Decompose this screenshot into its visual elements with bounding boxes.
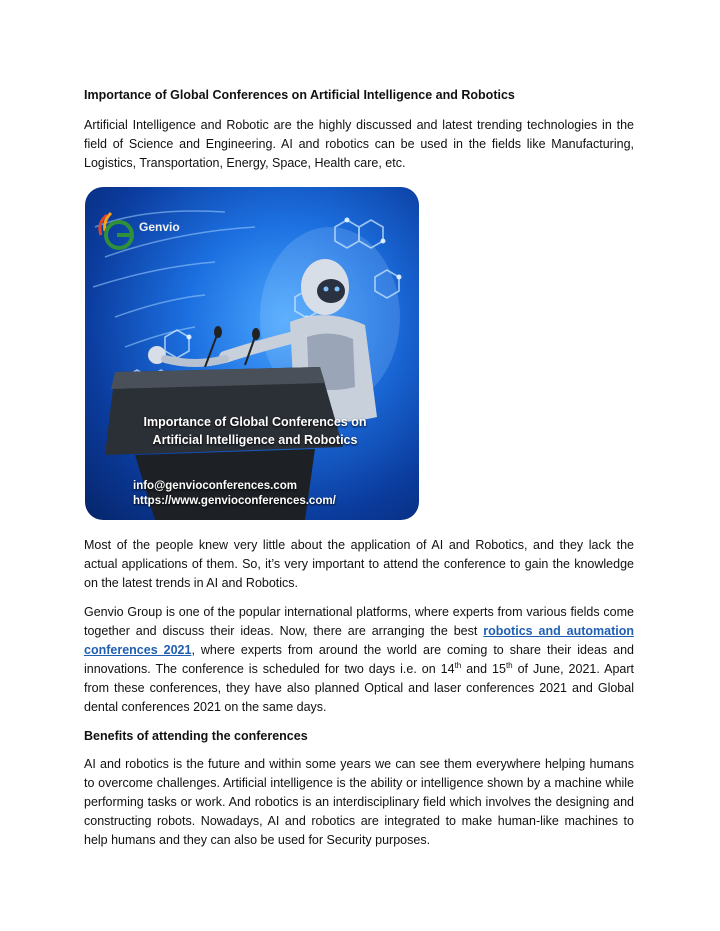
date-ordinal-1: th [454, 660, 462, 670]
genvio-text-part-2: , where experts from around the world are coming to share their ideas and innovations. The conference is scheduled for two days i.e. on 14 [84, 643, 634, 676]
applications-paragraph: Most of the people knew very little about the application of AI and Robotics, and they lack the actual applications of them. So, it’s very important to attend the conference to gain the knowledge on the latest trends in AI and Robotics. [84, 538, 634, 590]
genvio-text-part-1: Genvio Group is one of the popular international platforms, where experts from various fields come together and discuss their ideas. Now, there are arranging the best [84, 605, 634, 638]
logo-wordmark: Genvio [139, 220, 180, 234]
conference-banner-image [85, 187, 419, 520]
robotics-conferences-link[interactable]: robotics and automation conferences 2021 [84, 624, 634, 657]
banner-title-line-2: Artificial Intelligence and Robotics [152, 433, 358, 447]
genvio-logo [93, 209, 183, 253]
genvio-paragraph [84, 603, 634, 717]
date-ordinal-2: th [505, 660, 513, 670]
banner-email: info@genvioconferences.com [133, 480, 297, 492]
genvio-text-part-3: and 15 [461, 662, 506, 676]
benefits-heading: Benefits of attending the conferences [84, 729, 308, 743]
intro-paragraph: Artificial Intelligence and Robotic are the highly discussed and latest trending technologies in the field of Science and Engineering. AI and robotics can be used in the fields like Manufacturing, Logistics, Transportation, Energy, Space, Health care, etc. [84, 118, 634, 170]
banner-url: https://www.genvioconferences.com/ [133, 495, 336, 507]
benefits-paragraph: AI and robotics is the future and within some years we can see them everywhere helping humans to overcome challenges. Artificial intelligence is the ability or intelligence shown by a machine while performing tasks or work. And robotics is an interdisciplinary field which involves the designing and constructing robots. Nowadays, AI and robotics are integrated to make human-like machines to help humans and they can also be used for Security purposes. [84, 757, 634, 847]
logo-mark-icon [93, 209, 139, 253]
document-title: Importance of Global Conferences on Artificial Intelligence and Robotics [84, 88, 515, 102]
banner-title-line-1: Importance of Global Conferences on [143, 415, 367, 429]
genvio-text-part-4: of June, 2021. Apart from these conferences, they have also planned Optical and laser conferences 2021 and Global dental conferences 2021 on the same days. [84, 662, 634, 714]
banner-title [115, 413, 395, 449]
document-page [84, 86, 634, 850]
